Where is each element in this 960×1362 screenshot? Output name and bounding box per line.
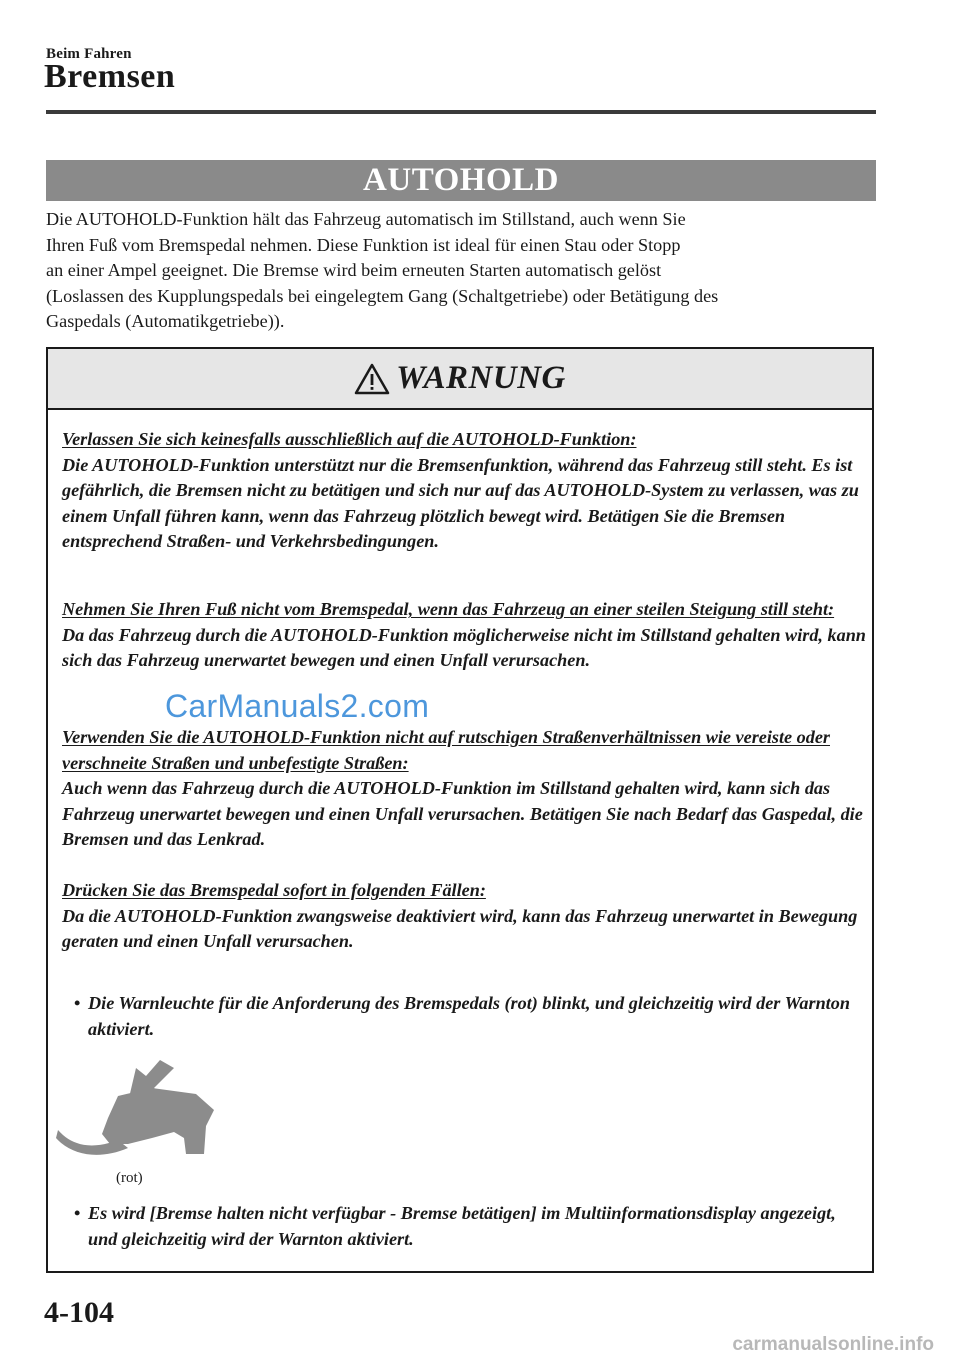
footer-watermark: carmanualsonline.info [732, 1334, 934, 1355]
warning-bullet [62, 1201, 862, 1252]
watermark-text: CarManuals2.com [165, 688, 430, 724]
warning-block [62, 878, 870, 955]
bullet-marker: • [74, 993, 81, 1013]
warning-block-heading: Drücken Sie das Bremspedal sofort in folgenden Fällen: [62, 880, 486, 900]
brake-pedal-request-icon [56, 1058, 216, 1158]
page-number: 4-104 [44, 1296, 114, 1329]
warning-block [62, 427, 870, 555]
section-label: Beim Fahren [46, 46, 132, 62]
bullet-marker: • [74, 1203, 81, 1223]
intro-paragraph: Die AUTOHOLD-Funktion hält das Fahrzeug automatisch im Stillstand, auch wenn Sie Ihren Fuß vom Bremspedal nehmen. Diese Funktion ist ideal für einen Stau oder Stopp an einer Ampel geeignet. Die Bremse wird beim erneuten Starten automatisch gelöst (Loslassen des Kupplungspedals bei eingelegtem Gang (Schaltgetriebe) oder Betätigung des Gaspedals (Automatikgetriebe)). [46, 209, 719, 332]
warning-block-heading: Nehmen Sie Ihren Fuß nicht vom Bremspedal, wenn das Fahrzeug an einer steilen Steigung still steht: [62, 599, 835, 619]
warning-header [48, 349, 872, 410]
icon-caption: (rot) [116, 1170, 143, 1186]
warning-block-body: Da die AUTOHOLD-Funktion zwangsweise deaktiviert wird, kann das Fahrzeug unerwartet in Bewegung geraten und einen Unfall verursachen. [62, 905, 858, 952]
warning-block-heading: Verlassen Sie sich keinesfalls ausschließlich auf die AUTOHOLD-Funktion: [62, 429, 637, 449]
warning-block [62, 725, 870, 853]
page-title: Bremsen [44, 58, 176, 95]
warning-block-body: Da das Fahrzeug durch die AUTOHOLD-Funktion möglicherweise nicht im Stillstand gehalten wird, kann sich das Fahrzeug unerwartet bewegen und einen Unfall verursachen. [62, 624, 866, 671]
warning-bullet [62, 991, 862, 1042]
warning-block-heading: Verwenden Sie die AUTOHOLD-Funktion nicht auf rutschigen Straßenverhältnissen wie vereiste oder verschneite Straßen und unbefestigte Straßen: [62, 727, 830, 773]
warning-block-body: Die AUTOHOLD-Funktion unterstützt nur die Bremsenfunktion, während das Fahrzeug still steht. Es ist gefährlich, die Bremsen nicht zu betätigen und sich nur auf das AUTOHOLD-System zu verlassen, was zu einem Unfall führen kann, wenn das Fahrzeug plötzlich bewegt wird. Betätigen Sie die Bremsen entsprechend Straßen- und Verkehrsbedingungen. [62, 454, 859, 552]
warning-block-body: Auch wenn das Fahrzeug durch die AUTOHOLD-Funktion im Stillstand gehalten wird, kann sich das Fahrzeug unerwartet bewegen und einen Unfall verursachen. Betätigen Sie nach Bedarf das Gaspedal, die Bremsen und das Lenkrad. [62, 778, 863, 850]
bullet-text: Es wird [Bremse halten nicht verfügbar - Bremse betätigen] im Multiinformationsdisplay angezeigt, und gleichzeitig wird der Warnton aktiviert. [88, 1203, 836, 1249]
warning-label: WARNUNG [396, 360, 566, 396]
header-divider [46, 110, 876, 114]
warning-block [62, 597, 870, 674]
bullet-text: Die Warnleuchte für die Anforderung des Bremspedals (rot) blinkt, und gleichzeitig wird der Warnton aktiviert. [88, 993, 850, 1039]
section-banner: AUTOHOLD [46, 160, 876, 201]
warning-triangle-icon [354, 363, 390, 395]
